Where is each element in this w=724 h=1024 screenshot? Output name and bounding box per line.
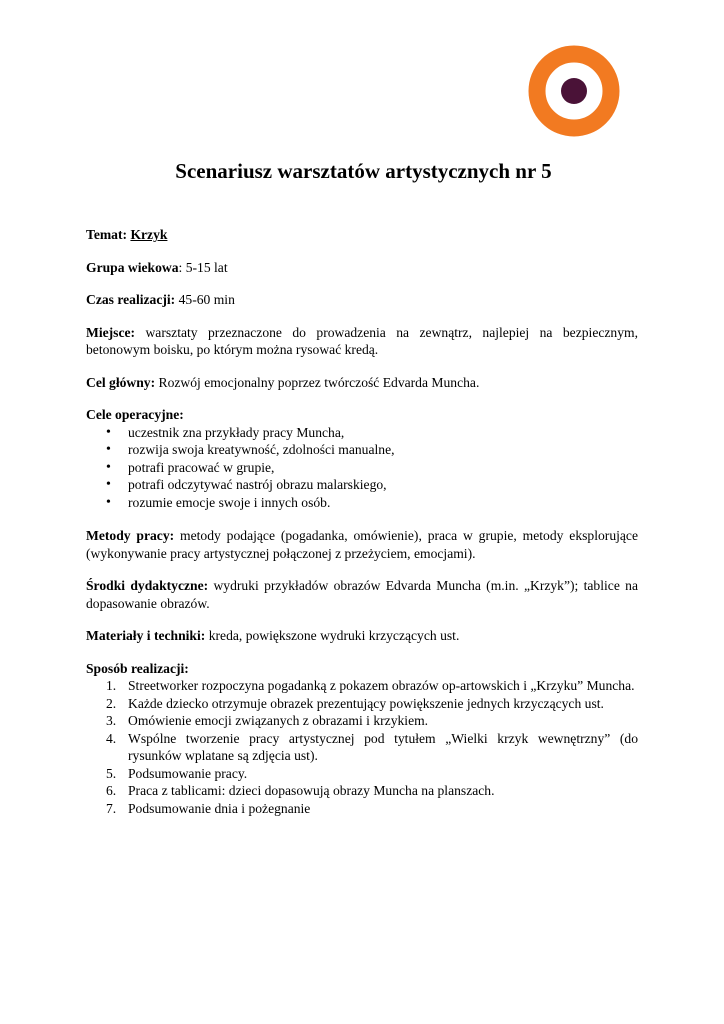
methods-label: Metody pracy: (86, 528, 175, 543)
list-item (106, 730, 638, 765)
item-text: Streetworker rozpoczyna pogadanką z pokazem obrazów op-artowskich i „Krzyku” Muncha. (128, 678, 635, 693)
topic-label: Temat: (86, 227, 128, 242)
document-body (86, 157, 638, 817)
duration-value: 45-60 min (175, 292, 235, 307)
topic-value: Krzyk (130, 227, 168, 242)
item-number: 4. (106, 730, 117, 746)
item-text: Wspólne tworzenie pracy artystycznej pod tytułem „Wielki krzyk wewnętrzny” (do rysunków wplatane są zdjęcia ust). (128, 730, 638, 763)
didactic-means-value: wydruki przykładów obrazów Edvarda Muncha (m.in. „Krzyk”); tablice na dopasowanie obrazów. (86, 578, 638, 611)
topic-line (86, 226, 638, 244)
list-item: • rozumie emocje swoje i innych osób. (128, 494, 638, 512)
age-group-value: : 5-15 lat (178, 259, 228, 275)
list-item (106, 800, 638, 818)
logo-dot (561, 78, 587, 104)
methods-value: metody podające (pogadanka, omówienie), praca w grupie, metody eksplorujące (wykonywanie pracy artystycznej połączonej z przeżyciem, emocjami). (86, 528, 638, 561)
item-text: Podsumowanie dnia i pożegnanie (128, 800, 311, 816)
list-item (106, 782, 638, 800)
didactic-means-paragraph (86, 577, 638, 612)
procedure-list (86, 677, 638, 817)
item-number: 1. (106, 678, 117, 693)
materials-line (86, 627, 638, 645)
list-item (106, 765, 638, 783)
logo-target-icon (515, 38, 633, 150)
operational-goals-heading: Cele operacyjne: (86, 407, 184, 422)
list-item: • potrafi odczytywać nastrój obrazu malarskiego, (128, 476, 638, 494)
materials-label: Materiały i techniki: (86, 628, 206, 643)
duration-label: Czas realizacji: (86, 292, 176, 307)
main-goal-line (86, 374, 638, 392)
item-number: 3. (106, 713, 117, 728)
methods-paragraph (86, 527, 638, 562)
age-group-line (86, 259, 638, 277)
place-label: Miejsce: (86, 324, 136, 340)
item-text: Omówienie emocji związanych z obrazami i krzykiem. (128, 713, 429, 728)
procedure-heading: Sposób realizacji: (86, 660, 189, 676)
item-number: 7. (106, 800, 117, 816)
document-title: Scenariusz warsztatów artystycznych nr 5 (175, 159, 552, 183)
item-text: Podsumowanie pracy. (128, 765, 248, 781)
age-group-label: Grupa wiekowa (86, 259, 179, 275)
didactic-means-label: Środki dydaktyczne: (86, 578, 209, 593)
materials-value: kreda, powiększone wydruki krzyczących ust. (205, 628, 460, 643)
main-goal-value: Rozwój emocjonalny poprzez twórczość Edvarda Muncha. (155, 374, 480, 390)
list-item (106, 695, 638, 713)
main-goal-label: Cel główny: (86, 374, 156, 390)
list-item: • potrafi pracować w grupie, (128, 459, 638, 477)
list-item (106, 712, 638, 730)
operational-goals-list (86, 424, 638, 512)
item-text: Każde dziecko otrzymuje obrazek prezentujący powiększenie jednych krzyczących ust. (128, 695, 604, 711)
item-text: Praca z tablicami: dzieci dopasowują obrazy Muncha na planszach. (128, 783, 495, 798)
list-item (106, 677, 638, 695)
item-number: 2. (106, 695, 117, 711)
place-value: warsztaty przeznaczone do prowadzenia na zewnątrz, najlepiej na bezpiecznym, betonowym boisku, po którym można rysować kredą. (86, 324, 638, 357)
duration-line (86, 291, 638, 309)
list-item: • uczestnik zna przykłady pracy Muncha, (128, 424, 638, 442)
place-paragraph (86, 324, 638, 359)
list-item: • rozwija swoja kreatywność, zdolności manualne, (128, 441, 638, 459)
item-number: 6. (106, 783, 117, 798)
item-number: 5. (106, 765, 117, 781)
